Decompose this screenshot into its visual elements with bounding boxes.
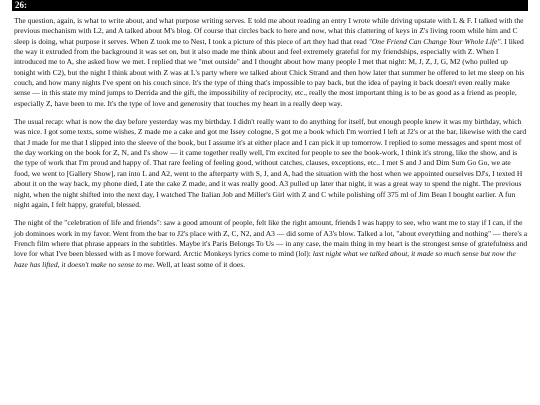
text-segment: . I liked the way it extruded from the background it was set on, but it also made me think about and feel extremely grateful for my friendships, especially with Z. When I introduced me to A, she asked how we met. I replied that we "met outside" and I thought about how many people I met that night: M, J, Z, J, G, M2 (who pulled up tonight with C2), but the night I think about with Z was at L's party where we talked about Chick Strand and then how later that summer he offered to let me sleep on his couch, and how many nights I've spent on his couch since. It's the type of thing that's impossible to pay back, but the idea of paying it back doesn't even really make sense — in this state my mind jumps to Derrida and the gift, the impossibility of reciprocity, etc., really the most important thing is to be as good as a friend as people, especially Z, have been to me. It's the type of love and generosity that touches my heart in a really deep way.: [14, 36, 525, 108]
paragraph-1: [14, 16, 528, 109]
quoted-lyrics: last night what we talked about, it made so much sense but now the haze has lifted, it doesn't make no sense to me: [14, 249, 516, 269]
entry-number: 26:: [15, 0, 27, 10]
quoted-art-title: "One Friend Can Change Your Whole Life": [368, 36, 501, 46]
text-segment: The question, again, is what to write about, and what purpose writing serves. E told me about reading an entry I wrote while driving upstate with L & F. I talked with the previous mechanism with L2, and A talked about M's blog. Of course that circles back to here and now, what this clattering of keys in Z's living room while him and C sleep is doing, what purpose it serves. When Z took me to Nest, I took a picture of this piece of art they had that read: [14, 16, 524, 46]
text-segment: . Well, at least some of it does.: [152, 259, 246, 269]
paragraph-2: [14, 117, 528, 210]
paragraph-3: [14, 218, 528, 270]
document-body: [14, 16, 528, 278]
entry-header: [12, 0, 528, 11]
text-segment: The usual recap: what is now the day before yesterday was my birthday. I didn't really want to do anything for itself, but enough people knew it was my birthday, which was nice. I got some texts, some wishes, Z made me a cake and got me Issey cologne, S got me a book which I'm worried I left at J2's or at the bar, likewise with the card that J made for me that I slipped into the sleeve of the book, but I assume it's at either place and I can pick it up tomorrow. I replied to some messages and spent most of the day working on the book for Z, N, and I's show — it came together really well, I'm excited for people to see the book-work, I think it's strong, like the show, and is the type of work that I'm proud and happy of. That rare feeling of feeling good, without catches, clauses, exceptions, etc.. I met S and J and Dim Sum Go Go, we ate food, we went to [Gallery Show], ran into L and A2, went to the afterparty with S, J, and A, had the situation with the host when we appointed ourselves DJ's, I texted H about it on the way back, my phone died, I ate the cake Z made, and it was really good. A3 pulled up later that night, it was a great way to spend the night. The previous night, when the night shifted into the next day, I watched The Italian Job and Miller's Girl with Z and C while polishing off 375 ml of Jim Bean I bought earlier. A fun night again, I felt happy, grateful, blessed.: [14, 117, 527, 209]
text-segment: The night of the "celebration of life and friends": saw a good amount of people, felt like the right amount, friends I was happy to see, who want me to stay if I can, if the job dominoes work in my favor. Went from the bar to J2's place with Z, C, N2, and A3 — did some of A3's blow. Talked a lot, "about everything and nothing" — there's a French film where that phrase appears in the subtitles. Maybe it's Paris Belongs To Us — in any case, the main thing in my heart is the strongest sense of gratefulness and love for what I've been blessed with as I move forward. Arctic Monkeys lyrics come to mind (lol):: [14, 218, 528, 259]
